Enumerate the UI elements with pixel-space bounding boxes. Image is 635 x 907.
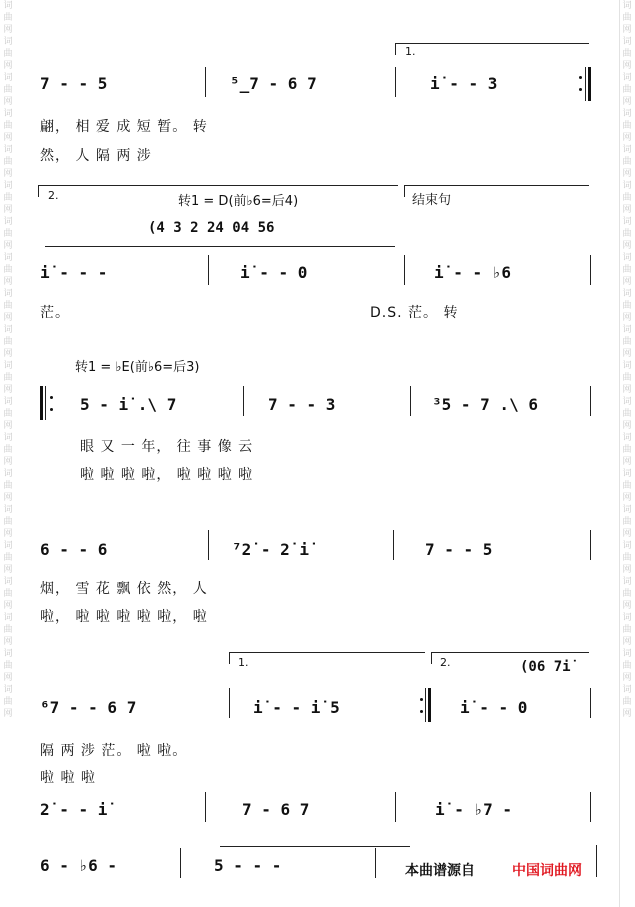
barline xyxy=(205,67,206,97)
measure-1: 2̇ - - i̇ xyxy=(40,800,108,819)
final-barline xyxy=(596,845,597,877)
barline xyxy=(590,792,591,822)
measure-1: 6 - ♭6 - xyxy=(40,856,118,875)
barline xyxy=(208,255,209,285)
lyric-verse-1: 翩， 相 爱 成 短 暂。 转 xyxy=(40,119,208,135)
measure-3: i̇ - - 3 xyxy=(430,74,498,93)
tie-arc xyxy=(220,846,410,847)
repeat-barline-thick xyxy=(428,688,431,722)
measure-3: i̇ - - ♭6 xyxy=(434,263,512,282)
volta-1-label: 1. xyxy=(238,656,249,669)
volta-2-line xyxy=(431,652,589,653)
barline xyxy=(590,255,591,285)
barline xyxy=(243,386,244,416)
barline xyxy=(205,792,206,822)
barline xyxy=(393,530,394,560)
volta-2-line xyxy=(38,185,398,186)
barline xyxy=(395,792,396,822)
measure-2: ⁷2̇ - 2̇ i̇ xyxy=(232,540,310,559)
volta-1-line xyxy=(395,43,589,44)
measure-1: 5 - i̇ .\ 7 xyxy=(80,395,177,414)
left-watermark-strip: 词曲网 词曲网 词曲网 词曲网 词曲网 词曲网 词曲网 词曲网 词曲网 词曲网 词曲网 词曲网 词曲网 词曲网 词曲网 词曲网 词曲网 词曲网 词曲网 词曲网 xyxy=(3,1,13,719)
measure-1: 7 - - 5 xyxy=(40,74,108,93)
lyric-line: 茫。 xyxy=(40,305,70,321)
right-watermark-strip: 词曲网 词曲网 词曲网 词曲网 词曲网 词曲网 词曲网 词曲网 词曲网 词曲网 词曲网 词曲网 词曲网 词曲网 词曲网 词曲网 词曲网 词曲网 词曲网 词曲网 xyxy=(619,0,634,907)
measure-2: 7 - - 3 xyxy=(268,395,336,414)
volta-1-hook xyxy=(229,652,230,664)
barline xyxy=(208,530,209,560)
barline xyxy=(375,848,376,878)
measure-3: i̇ - ♭7 - xyxy=(435,800,513,819)
tie-arc xyxy=(45,246,395,247)
lyric-verse-2: 啦， 啦 啦 啦 啦 啦， 啦 xyxy=(40,609,208,625)
measure-2: i̇ - - i̇ 5 xyxy=(253,698,340,717)
measure-3: ³5 - 7 .\ 6 xyxy=(432,395,538,414)
volta-2-label: 2. xyxy=(48,189,59,202)
measure-2: i̇ - - 0 xyxy=(240,263,308,282)
lyric-verse-2: 啦 啦 啦 xyxy=(40,770,96,786)
repeat-barline-thick xyxy=(588,67,591,101)
measure-3: i̇ - - 0 xyxy=(460,698,528,717)
barline xyxy=(229,688,230,718)
barline xyxy=(404,255,405,285)
lyric-verse-2: 然， 人 隔 两 涉 xyxy=(40,148,152,164)
volta-2-label: 2. xyxy=(440,656,451,669)
repeat-start-barline xyxy=(45,386,46,420)
barline xyxy=(395,67,396,97)
measure-2: 5 - - - xyxy=(214,856,282,875)
barline xyxy=(590,530,591,560)
volta-1-line xyxy=(229,652,425,653)
volta-1-label: 1. xyxy=(405,45,416,58)
measure-1: ⁶7 - - 6 7 xyxy=(40,698,137,717)
repeat-dot xyxy=(50,396,53,399)
ending-line xyxy=(404,185,589,186)
lyric-verse-1: 烟， 雪 花 飘 依 然， 人 xyxy=(40,581,208,597)
volta-2-hook xyxy=(431,652,432,664)
lyric-verse-1: 眼 又 一 年， 往 事 像 云 xyxy=(80,439,254,455)
volta-2-hook xyxy=(38,185,39,197)
measure-2: ⁵̲7 - 6 7 xyxy=(230,74,317,93)
measure-1: 6 - - 6 xyxy=(40,540,108,559)
repeat-barline xyxy=(425,688,426,722)
key-change: 转1 = D(前♭6=后4) xyxy=(178,194,299,209)
repeat-dot xyxy=(50,408,53,411)
barline xyxy=(590,386,591,416)
measure-2: 7 - 6 7 xyxy=(242,800,310,819)
repeat-dot xyxy=(579,88,582,91)
repeat-dot xyxy=(420,698,423,701)
repeat-barline xyxy=(585,67,586,101)
ending-label: 结束句 xyxy=(412,193,452,208)
barline xyxy=(410,386,411,416)
lyric-verse-1: 隔 两 涉 茫。 啦 啦。 xyxy=(40,743,188,759)
barline xyxy=(590,688,591,718)
key-change: 转1 = ♭E(前♭6=后3) xyxy=(75,360,200,375)
measure-3: 7 - - 5 xyxy=(425,540,493,559)
barline xyxy=(180,848,181,878)
measure-1: i̇ - - - xyxy=(40,263,108,282)
ending-hook xyxy=(404,185,405,197)
source-label: 本曲谱源自 xyxy=(405,863,475,879)
volta-1-hook xyxy=(395,43,396,55)
repeat-dot xyxy=(420,710,423,713)
brand-label: 中国词曲网 xyxy=(512,863,582,879)
lyric-line-2: D.S. 茫。 转 xyxy=(370,305,459,321)
lyric-verse-2: 啦 啦 啦 啦， 啦 啦 啦 啦 xyxy=(80,467,254,483)
repeat-start-thick xyxy=(40,386,43,420)
lead-in-notes: (4 3 2 24 04 56 xyxy=(148,220,275,236)
repeat-dot xyxy=(579,76,582,79)
lead-in-notes: (06 7i̇ xyxy=(520,659,571,675)
